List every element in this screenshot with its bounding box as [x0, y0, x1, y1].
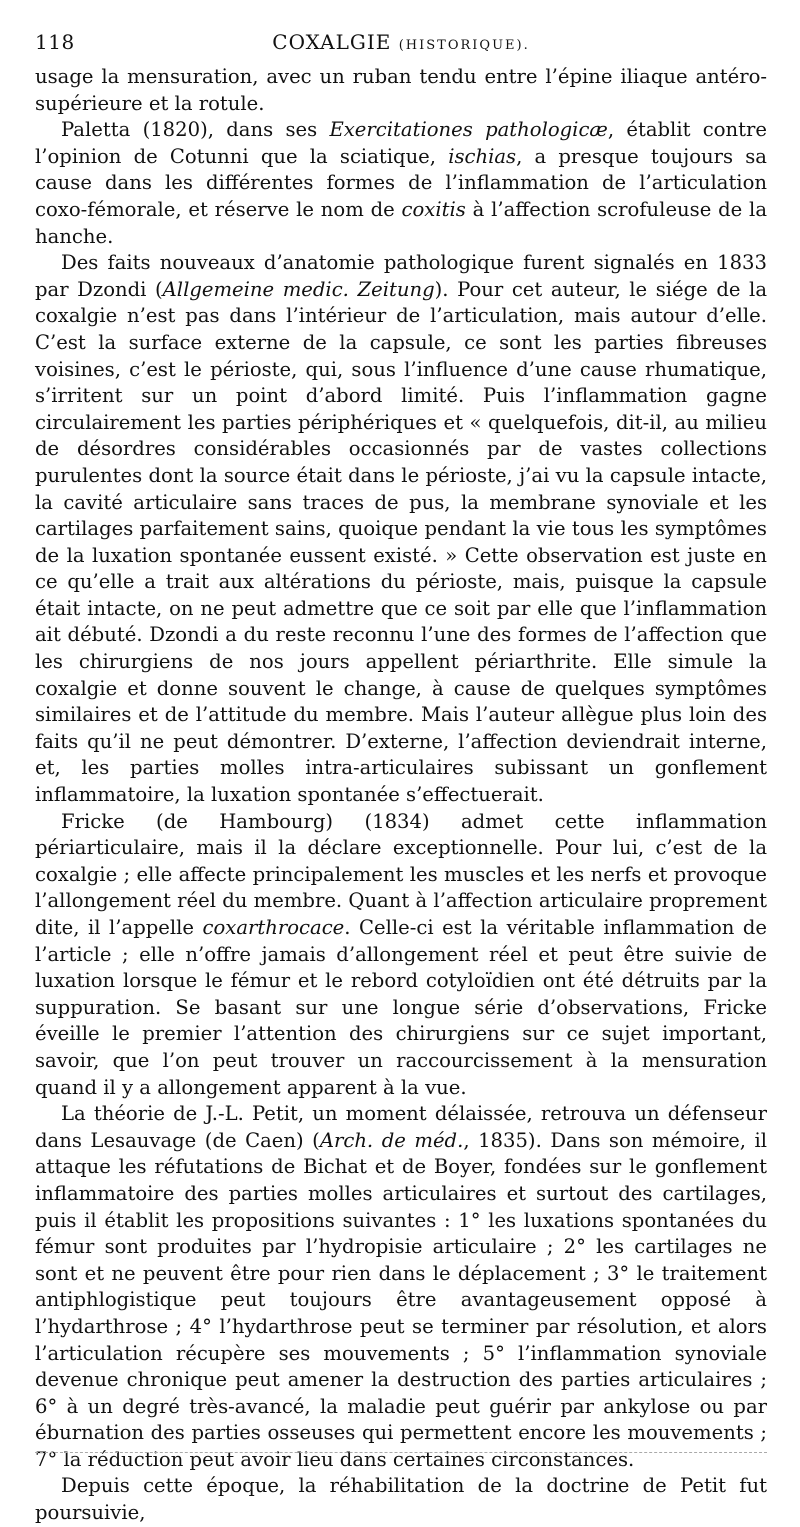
paragraph — [35, 250, 767, 808]
text-run: Depuis cette époque, la réhabilitation de la doctrine de Petit fut poursuivie, — [35, 1474, 767, 1525]
text-run: Des faits nouveaux d’anatomie pathologique furent signalés en 1833 par Dzondi ( — [35, 251, 767, 301]
italic-text: Allgemeine medic. Zeitung — [162, 277, 435, 301]
body-text — [35, 64, 767, 1527]
text-run: , a presque toujours sa cause dans les différentes formes de l’inflammation de l’articulation coxo-fémorale, et réserve le nom de — [35, 144, 767, 221]
paragraph-continued — [35, 64, 767, 117]
text-run: usage la mensuration, avec un ruban tendu entre l’épine iliaque antéro-supérieure et la rotule. — [35, 65, 767, 115]
italic-text: coxarthrocace — [202, 916, 345, 939]
running-title-main: COXALGIE — [272, 30, 392, 54]
text-run: Fricke (de Hambourg) (1834) admet cette inflammation périarticulaire, mais il la déclare exceptionnelle. Pour lui, c’est de la coxalgie ; elle affecte principalement les muscles et les nerfs et provoque l’allongement réel du membre. Quant à l’affection articulaire proprement dite, il l’appelle — [35, 809, 767, 939]
italic-text: Exercitationes pathologicæ — [329, 118, 608, 142]
text-run: La théorie de J.-L. Petit, un moment délaissée, retrouva un défenseur dans Lesauvage (de Caen) ( — [35, 1102, 767, 1152]
running-title — [35, 30, 767, 54]
text-run: Paletta (1820), dans ses — [61, 118, 330, 142]
paragraph — [35, 117, 767, 250]
text-run: à l’affection scrofuleuse de la hanche. — [35, 197, 768, 248]
italic-text: ischias — [448, 144, 517, 168]
footer-rule — [35, 1452, 767, 1453]
paragraph — [35, 1473, 767, 1526]
running-head — [35, 30, 767, 64]
text-run: , 1835). Dans son mémoire, il attaque les réfutations de Bichat et de Boyer, fondées sur le gonflement inflammatoire des parties molles articulaires et surtout des cartilages, puis il établit les propositions suivantes : 1° les luxations spontanées du fémur sont produites par l’hydropisie articulaire ; 2° les cartilages ne sont et ne peuvent être pour rien dans le déplacement ; 3° le traitement antiphlogistique peut toujours être avantageusement opposé à l’hydarthrose ; 4° l’hydarthrose peut se terminer par résolution, et alors l’articulation récupère ses mouvements ; 5° l’inflammation synoviale devenue chronique peut amener la destruction des parties articulaires ; 6° à un degré très-avancé, la maladie peut guérir par ankylose ou par éburnation des parties osseuses qui permettent encore les mouvements ; 7° la réduction peut avoir lieu dans certaines circonstances. — [35, 1128, 767, 1471]
running-title-sub: (HISTORIQUE). — [398, 38, 530, 53]
page-number: 118 — [35, 30, 75, 54]
text-run: . Celle-ci est la véritable inflammation de l’article ; elle n’offre jamais d’allongement réel et peut être suivie de luxation lorsque le fémur et le rebord cotyloïdien ont été détruits par la suppuration. Se basant sur une longue série d’observations, Fricke éveille le premier l’attention des chirurgiens sur ce sujet important, savoir, que l’on peut trouver un raccourcissement à la mensuration quand il y a allongement apparent à la vue. — [35, 916, 767, 1099]
paragraph — [35, 809, 767, 1102]
paragraph — [35, 1101, 767, 1473]
text-run: , établit contre l’opinion de Cotunni que la sciatique, — [35, 118, 767, 168]
italic-text: Arch. de méd. — [319, 1128, 464, 1152]
text-run: ). Pour cet auteur, le siége de la coxalgie n’est pas dans l’intérieur de l’articulation, mais autour d’elle. C’est la surface externe de la capsule, ce sont les parties fibreuses voisines, c’est le périoste, qui, sous l’influence d’une cause rhumatique, s’irritent sur un point d’abord limité. Puis l’inflammation gagne circulairement les parties périphériques et « quelquefois, dit-il, au milieu de désordres considérables occasionnés par de vastes collections purulentes dont la source était dans le périoste, j’ai vu la capsule intacte, la cavité articulaire sans traces de pus, la membrane synoviale et les cartilages parfaitement sains, quoique pendant la vie tous les symptômes de la luxation spontanée eussent existé. » Cette observation est juste en ce qu’elle a trait aux altérations du périoste, mais, puisque la capsule était intacte, on ne peut admettre que ce soit par elle que l’inflammation ait débuté. Dzondi a du reste reconnu l’une des formes de l’affection que les chirurgiens de nos jours appellent périarthrite. Elle simule la coxalgie et donne souvent le change, à cause de quelques symptômes similaires et de l’attitude du membre. Mais l’auteur allègue plus loin des faits qu’il ne peut démontrer. D’externe, l’affection deviendrait interne, et, les parties molles intra-articulaires subissant un gonflement inflammatoire, la luxation spontanée s’effectuerait. — [35, 277, 768, 807]
italic-text: coxitis — [401, 197, 466, 221]
